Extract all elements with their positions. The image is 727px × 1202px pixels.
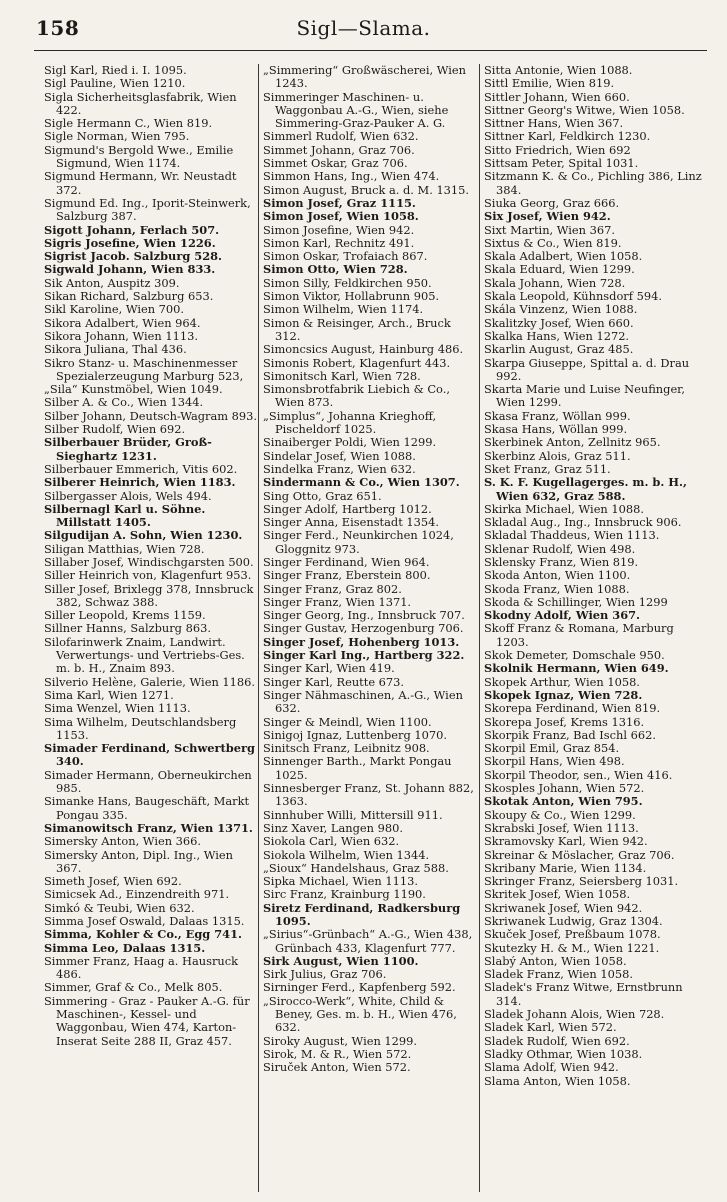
directory-entry: Sitto Friedrich, Wien 692	[484, 142, 631, 157]
directory-entry: Skotak Anton, Wien 795.	[484, 794, 643, 809]
directory-entry: Sikora Juliana, Thal 436.	[44, 342, 187, 357]
directory-entry: Skritek Josef, Wien 1058.	[484, 887, 631, 902]
directory-entry: Skalka Hans, Wien 1272.	[484, 328, 630, 343]
directory-entry: Sladky Othmar, Wien 1038.	[484, 1046, 643, 1061]
directory-entry: Singer Nähmaschinen, A.-G., Wien 632.	[263, 687, 463, 716]
directory-entry: Skala Eduard, Wien 1299.	[484, 262, 635, 277]
directory-entry: Sittner Hans, Wien 367.	[484, 116, 624, 131]
directory-entry: „Sila“ Kunstmöbel, Wien 1049.	[44, 382, 223, 397]
directory-entry: Sindelar Josef, Wien 1088.	[263, 448, 416, 463]
directory-entry: Skoupy & Co., Wien 1299.	[484, 807, 636, 822]
directory-entry: Simersky Anton, Wien 366.	[44, 834, 202, 849]
directory-entry: Sixt Martin, Wien 367.	[484, 222, 615, 237]
directory-entry: Simicsek Ad., Einzendreith 971.	[44, 887, 230, 902]
directory-entry: Skarpa Giuseppe, Spittal a. d. Drau 992.	[484, 355, 690, 383]
directory-entry: Skorepa Josef, Krems 1316.	[484, 714, 645, 729]
directory-entry: „Sirius“-Grünbach“ A.-G., Wien 438, Grünbach 433, Klagenfurt 777.	[263, 927, 473, 955]
directory-entry: Singer Karl Ing., Hartberg 322.	[263, 648, 465, 663]
directory-entry: Sirk Julius, Graz 706.	[263, 967, 387, 982]
directory-entry: Sinitsch Franz, Leibnitz 908.	[263, 741, 430, 756]
directory-entry: Skala Leopold, Kühnsdorf 594.	[484, 289, 662, 304]
directory-entry: Sigwald Johann, Wien 833.	[44, 262, 216, 277]
directory-entry: Skerbinz Alois, Graz 511.	[484, 448, 631, 463]
directory-entry: Skerbinek Anton, Zellnitz 965.	[484, 435, 661, 450]
directory-entry: Skala Adalbert, Wien 1058.	[484, 249, 643, 264]
directory-entry: Silber A. & Co., Wien 1344.	[44, 395, 204, 410]
directory-entry: Sladek's Franz Witwe, Ernstbrunn 314.	[484, 980, 683, 1008]
directory-entry: Simanke Hans, Baugeschäft, Markt Pongau 335.	[44, 794, 250, 822]
directory-entry: Skribany Marie, Wien 1134.	[484, 860, 647, 875]
directory-entry: Simmer, Graf & Co., Melk 805.	[44, 980, 223, 995]
directory-entry: Sirok, M. & R., Wien 572.	[263, 1046, 412, 1061]
directory-entry: Silber Rudolf, Wien 692.	[44, 422, 186, 437]
directory-entry: Sirc Franz, Krainburg 1190.	[263, 887, 426, 902]
directory-entry: Simmon Hans, Ing., Wien 474.	[263, 169, 440, 184]
directory-entry: „Simmering“ Großwäscherei, Wien 1243.	[263, 64, 467, 91]
column-2	[258, 64, 479, 1192]
directory-entry: Simon Oskar, Trofaiach 867.	[263, 249, 428, 264]
directory-entry: Singer Karl, Reutte 673.	[263, 674, 405, 689]
directory-entry: Skoda Anton, Wien 1100.	[484, 568, 631, 583]
directory-entry: Simmerl Rudolf, Wien 632.	[263, 129, 419, 144]
directory-entry: Skorepa Ferdinand, Wien 819.	[484, 701, 661, 716]
directory-entry: Simma Josef Oswald, Dalaas 1315.	[44, 914, 245, 928]
directory-entry: Sindelka Franz, Wien 632.	[263, 461, 416, 476]
directory-columns	[44, 64, 710, 1192]
directory-entry: Skriwanek Josef, Wien 942.	[484, 900, 643, 915]
directory-entry: Simmet Oskar, Graz 706.	[263, 156, 408, 171]
directory-entry: Sigmund Hermann, Wr. Neustadt 372.	[44, 169, 237, 197]
directory-entry: Simon Josefine, Wien 942.	[263, 222, 415, 237]
directory-entry: Singer Ferd., Neunkirchen 1024, Gloggnitz 973.	[263, 528, 454, 556]
directory-entry: Sigl Pauline, Wien 1210.	[44, 76, 186, 91]
directory-entry: Sinnesberger Franz, St. Johann 882, 1363.	[263, 781, 474, 809]
directory-entry: Skarlin August, Graz 485.	[484, 342, 634, 357]
directory-entry: Sinaiberger Poldi, Wien 1299.	[263, 435, 437, 450]
directory-entry: Simader Hermann, Oberneukirchen 985.	[44, 767, 252, 796]
directory-entry: Siruček Anton, Wien 572.	[263, 1060, 411, 1075]
directory-entry: Skoda Franz, Wien 1088.	[484, 581, 630, 596]
directory-entry: Skringer Franz, Seiersberg 1031.	[484, 874, 679, 889]
column-3	[479, 64, 702, 1192]
directory-entry: Skasa Hans, Wöllan 999.	[484, 422, 628, 437]
directory-entry: Skorpil Emil, Graz 854.	[484, 741, 620, 756]
directory-entry: Siller Heinrich von, Klagenfurt 953.	[44, 568, 252, 583]
directory-entry: Simoncsics August, Hainburg 486.	[263, 342, 464, 357]
directory-entry: Silofarinwerk Znaim, Landwirt. Verwertungs- und Vertriebs-Ges. m. b. H., Znaim 893.	[44, 634, 245, 676]
directory-entry: Simersky Anton, Dipl. Ing., Wien 367.	[44, 847, 233, 875]
directory-entry: Skarta Marie und Luise Neufinger, Wien 1299.	[484, 382, 685, 410]
column-1	[44, 64, 258, 1192]
directory-entry: Singer Franz, Graz 802.	[263, 581, 402, 596]
directory-entry: Singer Josef, Hohenberg 1013.	[263, 634, 460, 649]
directory-entry: Silber Johann, Deutsch-Wagram 893.	[44, 408, 258, 423]
directory-entry: Sindermann & Co., Wien 1307.	[263, 475, 460, 490]
header-rule	[34, 50, 707, 51]
directory-entry: Sigl Karl, Ried i. I. 1095.	[44, 64, 187, 77]
directory-entry: Skopek Arthur, Wien 1058.	[484, 674, 640, 689]
directory-entry: Sladek Rudolf, Wien 692.	[484, 1033, 630, 1048]
directory-entry: Sillner Hanns, Salzburg 863.	[44, 621, 211, 636]
directory-entry: Sikan Richard, Salzburg 653.	[44, 289, 214, 304]
directory-entry: Sigris Josefine, Wien 1226.	[44, 235, 216, 250]
directory-entry: Sima Karl, Wien 1271.	[44, 687, 174, 702]
directory-entry: Skorpik Franz, Bad Ischl 662.	[484, 727, 656, 742]
directory-entry: Sigle Hermann C., Wien 819.	[44, 116, 213, 131]
directory-entry: Siuka Georg, Graz 666.	[484, 195, 620, 210]
directory-entry: Sladek Karl, Wien 572.	[484, 1020, 617, 1035]
directory-entry: Simon & Reisinger, Arch., Bruck 312.	[263, 315, 451, 343]
directory-entry: Siligan Matthias, Wien 728.	[44, 541, 205, 556]
directory-entry: Sitzmann K. & Co., Pichling 386, Linz 384.	[484, 169, 702, 197]
directory-entry: Sikl Karoline, Wien 700.	[44, 302, 185, 317]
directory-entry: Simon Karl, Rechnitz 491.	[263, 235, 415, 250]
directory-entry: Sigrist Jacob. Salzburg 528.	[44, 249, 223, 264]
directory-entry: Sixtus & Co., Wien 819.	[484, 235, 622, 250]
directory-entry: Sinigoj Ignaz, Luttenberg 1070.	[263, 727, 448, 742]
directory-entry: Skorpil Theodor, sen., Wien 416.	[484, 767, 673, 782]
directory-entry: Skok Demeter, Domschale 950.	[484, 648, 665, 663]
directory-entry: Sing Otto, Graz 651.	[263, 488, 382, 503]
directory-entry: Skriwanek Ludwig, Graz 1304.	[484, 914, 663, 928]
directory-entry: Sinnenger Barth., Markt Pongau 1025.	[263, 754, 452, 782]
directory-entry: Skuček Josef, Preßbaum 1078.	[484, 927, 661, 942]
directory-entry: Singer Franz, Wien 1371.	[263, 594, 412, 609]
directory-entry: Sittsam Peter, Spital 1031.	[484, 156, 639, 171]
directory-entry: Silberer Heinrich, Wien 1183.	[44, 475, 236, 490]
directory-entry: Simmer Franz, Haag a. Hausruck 486.	[44, 953, 239, 982]
directory-entry: Sitta Antonie, Wien 1088.	[484, 64, 633, 77]
directory-entry: Singer Franz, Eberstein 800.	[263, 568, 431, 583]
directory-entry: Sirninger Ferd., Kapfenberg 592.	[263, 980, 456, 995]
directory-entry: Simmet Johann, Graz 706.	[263, 142, 415, 157]
directory-entry: Simon Viktor, Hollabrunn 905.	[263, 289, 440, 304]
directory-entry: Sittner Karl, Feldkirch 1230.	[484, 129, 651, 144]
directory-entry: Sima Wilhelm, Deutschlandsberg 1153.	[44, 714, 237, 742]
directory-entry: Skladal Aug., Ing., Innsbruck 906.	[484, 515, 682, 530]
directory-entry: Sik Anton, Auspitz 309.	[44, 275, 180, 290]
directory-entry: Skosples Johann, Wien 572.	[484, 781, 645, 796]
directory-entry: „Simplus“, Johanna Krieghoff, Pischeldorf 1025.	[263, 408, 437, 437]
directory-entry: Skopek Ignaz, Wien 728.	[484, 687, 643, 702]
directory-entry: Sikora Johann, Wien 1113.	[44, 328, 198, 343]
directory-entry: Silverio Helène, Galerie, Wien 1186.	[44, 674, 256, 689]
directory-entry: Slama Adolf, Wien 942.	[484, 1060, 619, 1075]
directory-entry: Siller Josef, Brixlegg 378, Innsbruck 382, Schwaz 388.	[44, 581, 254, 609]
directory-entry: Simonitsch Karl, Wien 728.	[263, 368, 421, 383]
directory-entry: Sillaber Josef, Windischgarsten 500.	[44, 554, 254, 569]
directory-entry: Sket Franz, Graz 511.	[484, 461, 611, 476]
directory-entry: Simonsbrotfabrik Liebich & Co., Wien 873.	[263, 382, 450, 410]
directory-entry: Sima Wenzel, Wien 1113.	[44, 701, 191, 716]
directory-entry: Skramovsky Karl, Wien 942.	[484, 834, 648, 849]
directory-entry: Skladal Thaddeus, Wien 1113.	[484, 528, 660, 543]
directory-entry: Skolnik Hermann, Wien 649.	[484, 661, 669, 676]
directory-entry: Simonis Robert, Klagenfurt 443.	[263, 355, 451, 370]
directory-entry: Singer Georg, Ing., Innsbruck 707.	[263, 608, 465, 623]
directory-entry: Sikora Adalbert, Wien 964.	[44, 315, 201, 330]
directory-entry: Simmeringer Maschinen- u. Waggonbau A.-G., Wien, siehe Simmering-Graz-Pauker A. G.	[263, 89, 449, 131]
directory-entry: Skirka Michael, Wien 1088.	[484, 501, 645, 516]
directory-entry: Siokola Wilhelm, Wien 1344.	[263, 847, 430, 862]
directory-entry: Sigmund Ed. Ing., Iporit-Steinwerk, Salzburg 387.	[44, 195, 251, 224]
directory-entry: Skoda & Schillinger, Wien 1299	[484, 594, 668, 609]
directory-entry: Simeth Josef, Wien 692.	[44, 874, 182, 889]
page-header	[0, 0, 727, 62]
directory-entry: Skreinar & Möslacher, Graz 706.	[484, 847, 675, 862]
directory-entry: Simmering - Graz - Pauker A.-G. für Maschinen-, Kessel- und Waggonbau, Wien 474, Karton-Inserat Seite 288 II, Graz 457.	[44, 993, 250, 1048]
directory-entry: Sipka Michael, Wien 1113.	[263, 874, 418, 889]
directory-entry: Skorpil Hans, Wien 498.	[484, 754, 625, 769]
directory-entry: Siller Leopold, Krems 1159.	[44, 608, 206, 623]
directory-entry: Simon Josef, Wien 1058.	[263, 209, 419, 224]
directory-entry: Simma Leo, Dalaas 1315.	[44, 940, 206, 955]
directory-entry: Siroky August, Wien 1299.	[263, 1033, 418, 1048]
directory-entry: Silbernagl Karl u. Söhne. Millstatt 1405.	[44, 501, 206, 530]
directory-entry: Simon Josef, Graz 1115.	[263, 195, 416, 210]
directory-entry: Silgudijan A. Sohn, Wien 1230.	[44, 528, 243, 543]
directory-entry: Simon Otto, Wien 728.	[263, 262, 408, 277]
directory-entry: Sigott Johann, Ferlach 507.	[44, 222, 220, 237]
directory-entry: Sigmund's Bergold Wwe., Emilie Sigmund, Wien 1174.	[44, 142, 234, 171]
directory-entry: Simma, Kohler & Co., Egg 741.	[44, 927, 242, 942]
directory-entry: Singer Karl, Wien 419.	[263, 661, 395, 676]
directory-entry: Sladek Johann Alois, Wien 728.	[484, 1007, 665, 1022]
directory-entry: Six Josef, Wien 942.	[484, 209, 611, 224]
directory-entry: „Sirocco-Werk“, White, Child & Beney, Ges. m. b. H., Wien 476, 632.	[263, 993, 457, 1035]
directory-entry: Skodny Adolf, Wien 367.	[484, 608, 641, 623]
directory-entry: Slabý Anton, Wien 1058.	[484, 953, 627, 968]
directory-entry: Sikro Stanz- u. Maschinenmesser Spezialerzeugung Marburg 523,	[44, 355, 244, 383]
page-number: 158	[36, 16, 80, 40]
directory-entry: Simanowitsch Franz, Wien 1371.	[44, 820, 253, 835]
directory-entry: Sladek Franz, Wien 1058.	[484, 967, 633, 982]
directory-entry: Skála Vinzenz, Wien 1088.	[484, 302, 638, 317]
directory-entry: Simon August, Bruck a. d. M. 1315.	[263, 182, 470, 197]
directory-entry: Simon Silly, Feldkirchen 950.	[263, 275, 432, 290]
directory-entry: Singer Gustav, Herzogenburg 706.	[263, 621, 464, 636]
directory-entry: Sirk August, Wien 1100.	[263, 953, 419, 968]
directory-entry: Skala Johann, Wien 728.	[484, 275, 626, 290]
directory-entry: Silberbauer Emmerich, Vitis 602.	[44, 461, 238, 476]
directory-entry: Slama Anton, Wien 1058.	[484, 1073, 631, 1088]
directory-entry: Sinz Xaver, Langen 980.	[263, 820, 403, 835]
directory-entry: Skutezky H. & M., Wien 1221.	[484, 940, 660, 955]
directory-entry: Singer Anna, Eisenstadt 1354.	[263, 515, 440, 530]
directory-entry: Silberbauer Brüder, Groß-Sieghartz 1231.	[44, 435, 212, 463]
directory-entry: Sinnhuber Willi, Mittersill 911.	[263, 807, 443, 822]
directory-entry: Singer Ferdinand, Wien 964.	[263, 554, 430, 569]
directory-entry: Sittler Johann, Wien 660.	[484, 89, 630, 104]
directory-entry: Simon Wilhelm, Wien 1174.	[263, 302, 424, 317]
directory-entry: Simader Ferdinand, Schwertberg 340.	[44, 741, 255, 769]
directory-entry: Sittner Georg's Witwe, Wien 1058.	[484, 102, 685, 117]
directory-entry: S. K. F. Kugellagerges. m. b. H., Wien 632, Graz 588.	[484, 475, 687, 503]
directory-entry: Simkó & Teubi, Wien 632.	[44, 900, 195, 915]
directory-entry: Sklenar Rudolf, Wien 498.	[484, 541, 636, 556]
directory-entry: Silbergasser Alois, Wels 494.	[44, 488, 212, 503]
directory-entry: Skrabski Josef, Wien 1113.	[484, 820, 639, 835]
directory-entry: Singer Adolf, Hartberg 1012.	[263, 501, 432, 516]
directory-entry: Sigle Norman, Wien 795.	[44, 129, 190, 144]
directory-entry: Siokola Carl, Wien 632.	[263, 834, 400, 849]
directory-entry: „Sioux“ Handelshaus, Graz 588.	[263, 860, 449, 875]
directory-entry: Sittl Emilie, Wien 819.	[484, 76, 615, 91]
directory-entry: Skasa Franz, Wöllan 999.	[484, 408, 631, 423]
directory-entry: Sigla Sicherheitsglasfabrik, Wien 422.	[44, 89, 237, 117]
directory-entry: Siretz Ferdinand, Radkersburg 1095.	[263, 900, 461, 928]
directory-entry: Skalitzky Josef, Wien 660.	[484, 315, 634, 330]
running-title: Sigl—Slama.	[296, 16, 431, 40]
directory-entry: Sklensky Franz, Wien 819.	[484, 554, 639, 569]
directory-entry: Singer & Meindl, Wien 1100.	[263, 714, 432, 729]
directory-entry: Skoff Franz & Romana, Marburg 1203.	[484, 621, 674, 649]
